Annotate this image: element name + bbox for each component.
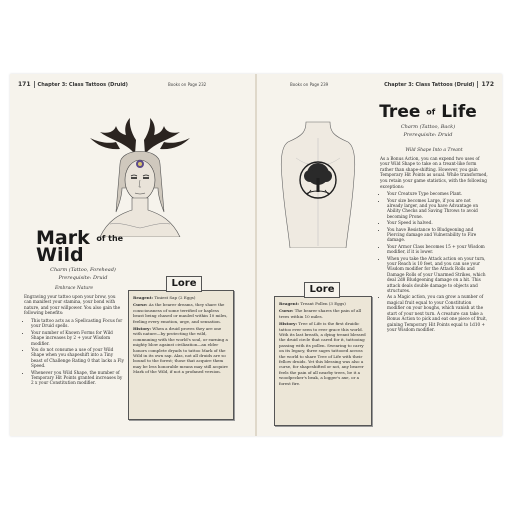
left-title-of: of the: [96, 234, 124, 243]
left-page-header: [18, 81, 128, 91]
right-rule-item: • Your Creature Type becomes Plant.: [387, 191, 488, 196]
left-intro: Engraving your tattoo upon your brow, you can manifest your stamina, your bond with nature, and your willpower. You also gain the following benefits:: [24, 293, 121, 316]
left-chapter-title: Chapter 3: Class Tattoos (Druid): [37, 82, 128, 88]
right-curse-label: Curse:: [279, 308, 294, 314]
right-prerequisite: Prerequisite: Druid: [403, 132, 453, 138]
right-rule-item: • When you take the Attack action on your turn, your Reach is 10 feet, and you can use your Wisdom modifier for the Attack Rolls and Damage Rolls of your Unarmed Strikes, which deal 2d8 Bludgeoning damage on a hit. This attack deals double damage to objects and structures.: [387, 256, 488, 294]
left-curse: As the bearer dreams, they share the consciousness of some terrified or hapless beast being chased or mauled within 10 miles, feeling every emotion, urge, and sensation.: [133, 302, 228, 324]
left-title-main: Mark: [36, 227, 90, 249]
right-page: [256, 74, 502, 436]
right-page-header: [384, 81, 494, 91]
right-rule-item: • As a Magic action, you can grow a number of magical fruit equal to your Constitution modifier on your boughs, which vanish at the start of your next turn. A creature can take a Bonus Action to pick and eat one piece of fruit, gaining Temporary Hit Points equal to 1d10 + your Wisdom modifier.: [387, 294, 488, 332]
right-reagent: Treant Pollen (3 Eggs): [300, 301, 346, 306]
left-page-number: 171: [18, 81, 31, 88]
right-lore-box: [274, 296, 372, 426]
druid-portrait-illustration: [80, 102, 200, 237]
right-book-ref: Books on Page 239: [290, 82, 329, 87]
left-benefits-list: [24, 318, 124, 386]
left-history-label: History:: [133, 326, 151, 332]
right-section-heading: Wild Shape Into a Treant: [405, 148, 463, 153]
right-history-label: History:: [279, 321, 297, 327]
right-intro: As a Bonus Action, you can expend two uses of your Wild Shape to take on a treant-like form rather than shape-shifting. However, you gain Temporary Hit Points as usual. While transformed, you retain your game statistics, with the following exceptions:: [380, 155, 488, 189]
left-benefit-item: • Your number of Known Forms for Wild Shape increases by 2 + your Wisdom modifier.: [31, 330, 124, 346]
left-lore-tab: Lore: [166, 276, 202, 292]
right-title-main: Tree: [379, 102, 421, 122]
right-rule-item: • You have Resistance to Bludgeoning and Piercing damage and Vulnerability to Fire damage.: [387, 227, 488, 243]
right-title-of: of: [426, 107, 436, 117]
left-reagent-label: Reagent:: [133, 295, 154, 300]
left-reagent: Tiniest Sap (2 Eggs): [154, 295, 196, 300]
right-item-title: [363, 102, 493, 122]
right-rule-item: • Your Armor Class becomes 15 + your Wisdom modifier, if it is lower.: [387, 244, 488, 255]
left-benefit-item: • Whenever you Wild Shape, the number of Temporary Hit Points granted increases by 2 x your Constitution modifier.: [31, 370, 124, 386]
right-rule-item: • Your size becomes Large, if you are not already larger, and you have Advantage on Ability Checks and Saving Throws to avoid becoming Prone.: [387, 198, 488, 220]
left-title-end: Wild: [36, 244, 84, 266]
left-benefit-item: • You do not consume a use of your Wild Shape when you shapeshift into a Tiny beast of Challenge Rating 0 that lacks a Fly Speed.: [31, 347, 124, 369]
left-item-type: Charm (Tattoo, Forehead): [50, 267, 116, 273]
left-lore-text: [133, 295, 229, 375]
right-rule-item: • Your Speed is halved.: [387, 220, 488, 225]
right-title-end: Life: [441, 102, 477, 122]
left-benefit-item: • This tattoo acts as a Spellcasting Focus for your Druid spells.: [31, 318, 124, 329]
left-lore-box: [128, 290, 234, 420]
right-history: Tree of Life is the first druidic tattoo ever seen to ever grace this world. With its last breath, a dying treant blessed the druid circle that cared for it, tattooing passing with its pollen. Swearing to carry on its legacy, three sages tattooed across the world to share Tree of Life with their fellow druids. Yet this blessing was also a curse, for shapeshifted or not, any bearer feels the pain of all nearby trees, be it a woodpecker's beak, a logger's axe, or a forest fire.: [279, 321, 366, 386]
right-chapter-title: Chapter 3: Class Tattoos (Druid): [384, 82, 475, 88]
left-book-ref: Books on Page 232: [168, 82, 207, 87]
right-body-text: [380, 148, 488, 333]
left-page: [10, 74, 256, 436]
left-history: When a druid proves they are one with nature—by protecting the wild, communing with the world's soul, or earning a mighty blow against civilization—an elder honors complete dryads to tattoo Mark of the Wild in its own sap. Alas, not all druids are so bound to the forest; those that acquire them may be less honorable means may still acquire Mark of the Wild, if not a profaned version.: [133, 326, 228, 375]
right-curse: The bearer shares the pain of all trees within 10 miles.: [279, 308, 362, 319]
right-lore-tab: Lore: [304, 282, 340, 298]
right-page-number: 172: [481, 81, 494, 88]
left-body-text: [24, 286, 124, 387]
left-curse-label: Curse:: [133, 302, 148, 308]
right-lore-text: [279, 301, 367, 386]
left-prerequisite: Prerequisite: Druid: [58, 275, 108, 281]
right-item-type: Charm (Tattoo, Back): [400, 124, 456, 130]
right-reagent-label: Reagent:: [279, 301, 300, 306]
right-rules-list: [380, 191, 488, 332]
back-tattoo-illustration: [276, 118, 360, 248]
left-item-title: [36, 227, 136, 266]
book-spread: [10, 74, 502, 436]
left-section-heading: Embrace Nature: [54, 286, 94, 291]
